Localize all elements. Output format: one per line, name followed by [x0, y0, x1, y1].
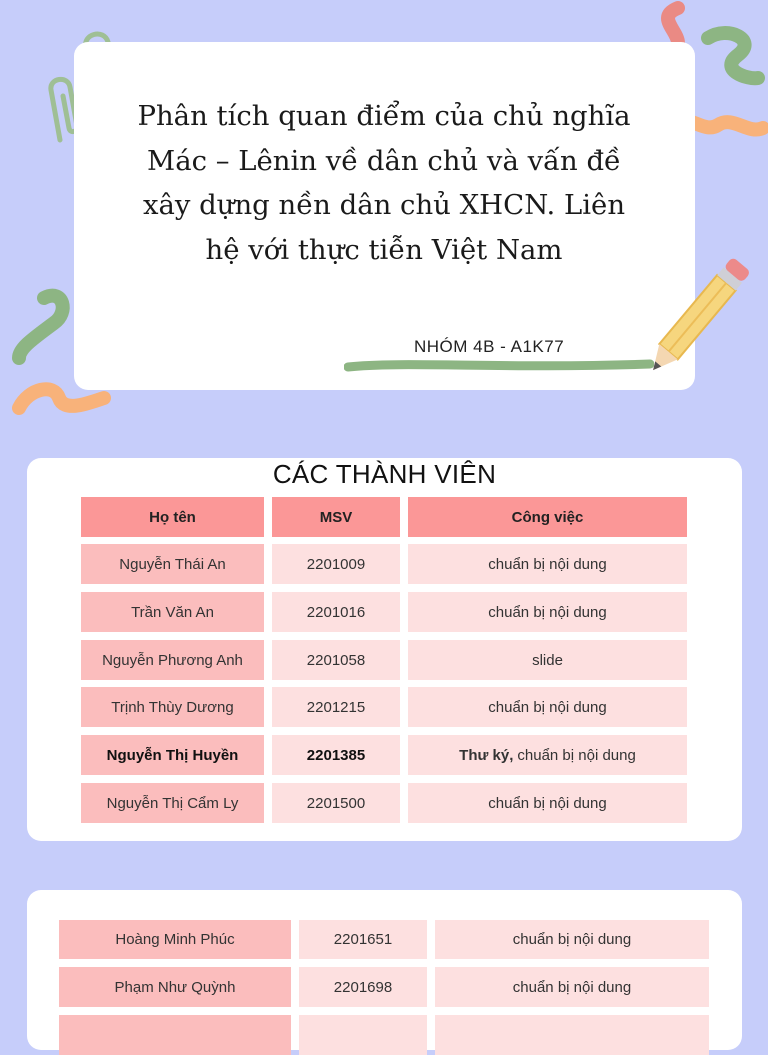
member-id: 2201009: [272, 544, 400, 584]
table-row-partial: [59, 1015, 291, 1055]
presentation-title: Phân tích quan điểm của chủ nghĩa Mác – Lênin về dân chủ và vấn đề xây dựng nền dân chủ XHCN. Liên hệ với thực tiễn Việt Nam: [137, 100, 631, 266]
member-id: 2201385: [272, 735, 400, 775]
member-task: chuẩn bị nội dung: [408, 592, 687, 632]
title-card: [74, 42, 695, 390]
member-id: 2201651: [299, 920, 427, 959]
members-heading: CÁC THÀNH VIÊN: [272, 459, 497, 489]
member-name: Trần Văn An: [81, 592, 264, 632]
column-header-name: Họ tên: [81, 497, 264, 537]
member-id: 2201016: [272, 592, 400, 632]
brush-underline: [344, 357, 654, 373]
member-name: Trịnh Thùy Dương: [81, 687, 264, 727]
member-id: 2201215: [272, 687, 400, 727]
column-header-id: MSV: [272, 497, 400, 537]
member-id: 2201500: [272, 783, 400, 823]
members-table-card: [27, 458, 742, 841]
table-row-partial: [299, 1015, 427, 1055]
member-task: chuẩn bị nội dung: [435, 967, 709, 1007]
member-task-text: chuẩn bị nội dung: [517, 746, 636, 764]
pencil-icon: [640, 246, 768, 376]
member-task: [408, 735, 687, 775]
group-label: NHÓM 4B - A1K77: [414, 337, 565, 356]
member-task: chuẩn bị nội dung: [435, 920, 709, 959]
member-name: Hoàng Minh Phúc: [59, 920, 291, 959]
member-task: slide: [408, 640, 687, 680]
member-name: Nguyễn Thị Cẩm Ly: [81, 783, 264, 823]
member-name: Nguyễn Thị Huyền: [81, 735, 264, 775]
member-name: Phạm Như Quỳnh: [59, 967, 291, 1007]
member-name: Nguyễn Thái An: [81, 544, 264, 584]
member-role: Thư ký,: [459, 746, 514, 764]
column-header-task: Công việc: [408, 497, 687, 537]
member-task: chuẩn bị nội dung: [408, 687, 687, 727]
table-row-partial: [435, 1015, 709, 1055]
member-id: 2201058: [272, 640, 400, 680]
member-name: Nguyễn Phương Anh: [81, 640, 264, 680]
member-task: chuẩn bị nội dung: [408, 544, 687, 584]
members-table-card-continued: [27, 890, 742, 1050]
member-id: 2201698: [299, 967, 427, 1007]
member-task: chuẩn bị nội dung: [408, 783, 687, 823]
